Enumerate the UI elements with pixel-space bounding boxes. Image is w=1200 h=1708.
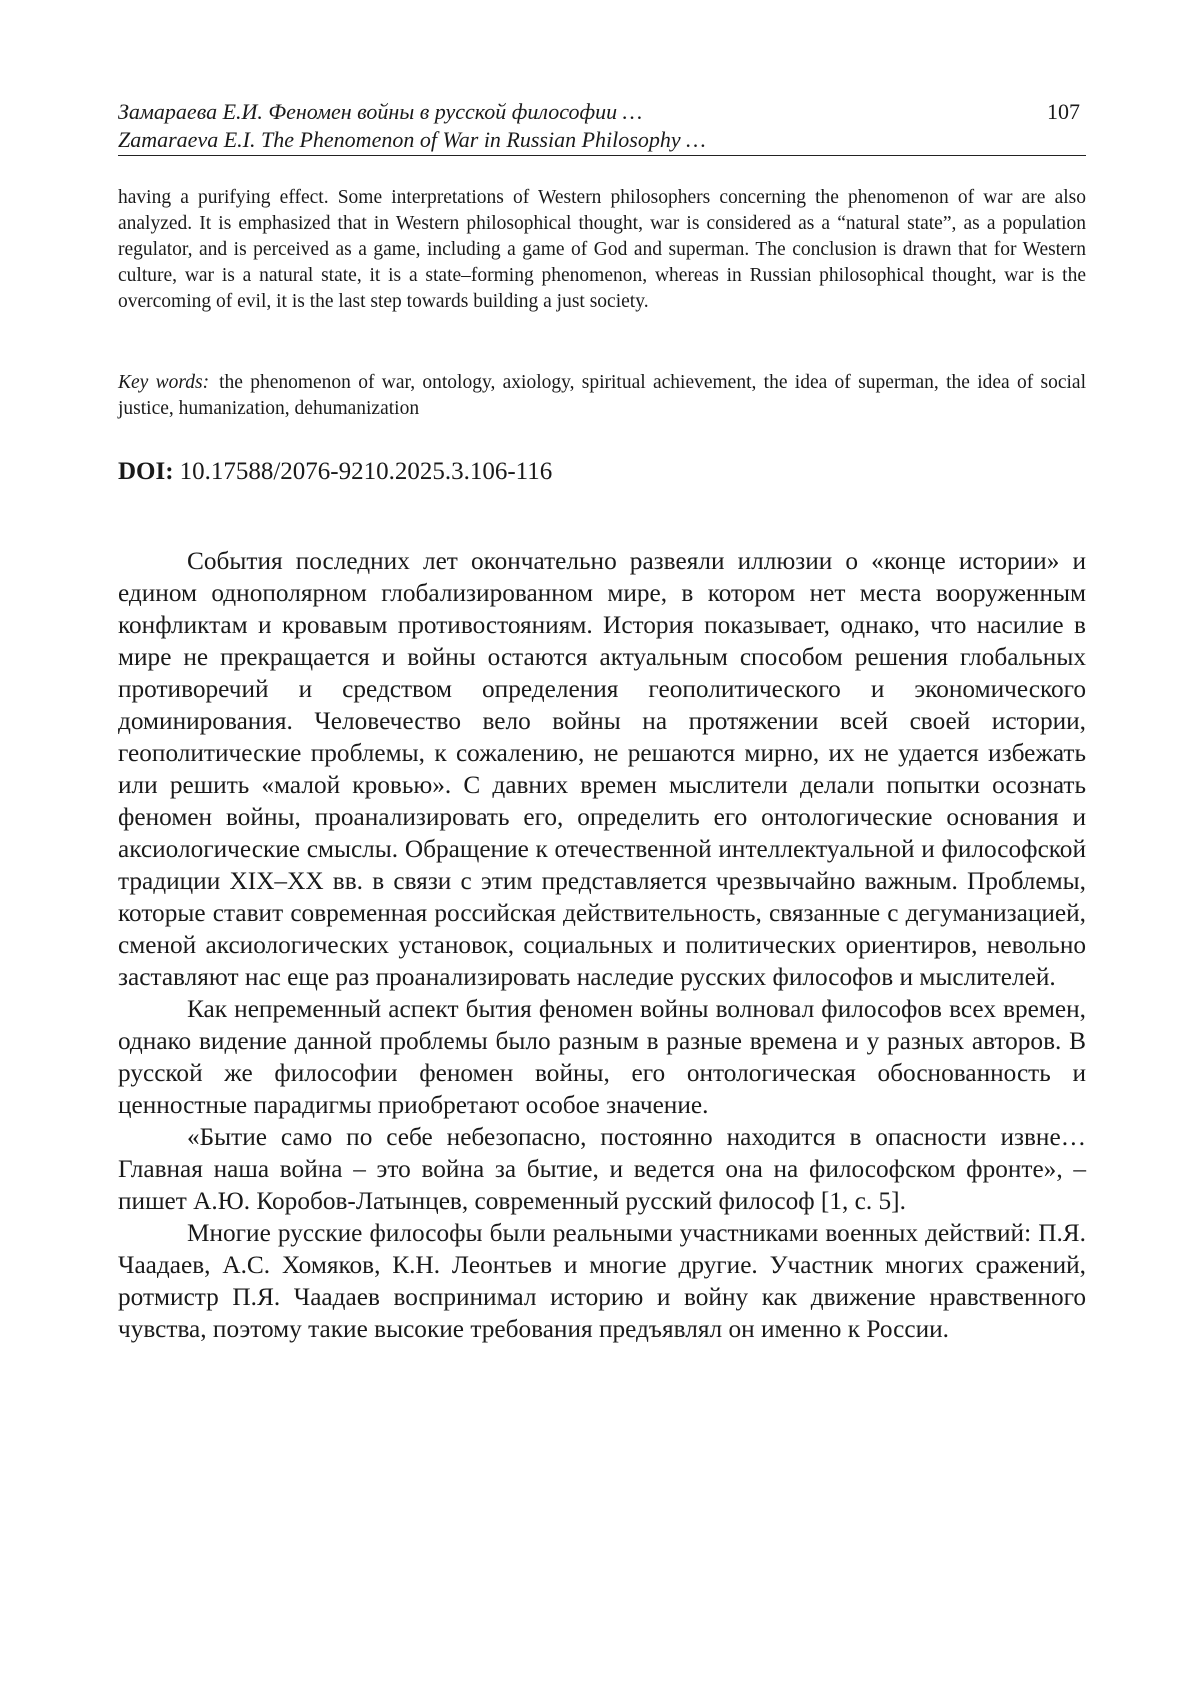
keywords (118, 370, 1086, 422)
header-divider (118, 155, 1086, 156)
page-number: 107 (1047, 99, 1080, 124)
doi-line (118, 456, 552, 488)
keywords-text: the phenomenon of war, ontology, axiology, spiritual achievement, the idea of superman, the idea of social justice, humanization, dehumanization (118, 372, 1086, 419)
article-body (118, 545, 1086, 1345)
doi-value: 10.17588/2076-9210.2025.3.106-116 (179, 458, 553, 485)
document-page (118, 0, 1086, 1708)
doi-label: DOI: (118, 458, 174, 485)
header-title-en: Zamaraeva E.I. The Phenomenon of War in Russian Philosophy … (118, 127, 706, 152)
body-paragraph: События последних лет окончательно развеяли иллюзии о «конце истории» и едином однополярном глобализированном мире, в котором нет места вооруженным конфликтам и кровавым противостояниям. История показывает, однако, что насилие в мире не прекращается и войны остаются актуальным способом решения глобальных противоречий и средством определения геополитического и экономического доминирования. Человечество вело войны на протяжении всей своей истории, геополитические проблемы, к сожалению, не решаются мирно, их не удается избежать или решить «малой кровью». С давних времен мыслители делали попытки осознать феномен войны, проанализировать его, определить его онтологические основания и аксиологические смыслы. Обращение к отечественной интеллектуальной и философской традиции XIX–XX вв. в связи с этим представляется чрезвычайно важным. Проблемы, которые ставит современная российская действительность, связанные с дегуманизацией, сменой аксиологических установок, социальных и политических ориентиров, невольно заставляют нас еще раз проанализировать наследие русских философов и мыслителей. (118, 547, 1086, 991)
body-paragraph: Как непременный аспект бытия феномен войны волновал философов всех времен, однако видение данной проблемы было разным в разные времена и у разных авторов. В русской же философии феномен войны, его онтологическая обоснованность и ценностные парадигмы приобретают особое значение. (118, 995, 1086, 1119)
abstract-text: having a purifying effect. Some interpretations of Western philosophers concerning the phenomenon of war are also analyzed. It is emphasized that in Western philosophical thought, war is considered as a “natural state”, as a population regulator, and is perceived as a game, including a game of God and superman. The conclusion is drawn that for Western culture, war is a natural state, it is a state–forming phenomenon, whereas in Russian philosophical thought, war is the overcoming of evil, it is the last step towards building a just society. (118, 187, 1086, 312)
keywords-label: Key words: (118, 372, 210, 393)
running-header (118, 98, 1086, 154)
body-paragraph: Многие русские философы были реальными участниками военных действий: П.Я. Чаадаев, А.С. Хомяков, К.Н. Леонтьев и многие другие. Участник многих сражений, ротмистр П.Я. Чаадаев воспринимал историю и войну как движение нравственного чувства, поэтому такие высокие требования предъявлял он именно к России. (118, 1219, 1086, 1343)
header-title-ru: Замараева Е.И. Феномен войны в русской философии … (118, 99, 643, 124)
body-paragraph: «Бытие само по себе небезопасно, постоянно находится в опасности извне… Главная наша война – это война за бытие, и ведется она на философском фронте», – пишет А.Ю. Коробов-Латынцев, современный русский философ [1, с. 5]. (118, 1123, 1086, 1215)
